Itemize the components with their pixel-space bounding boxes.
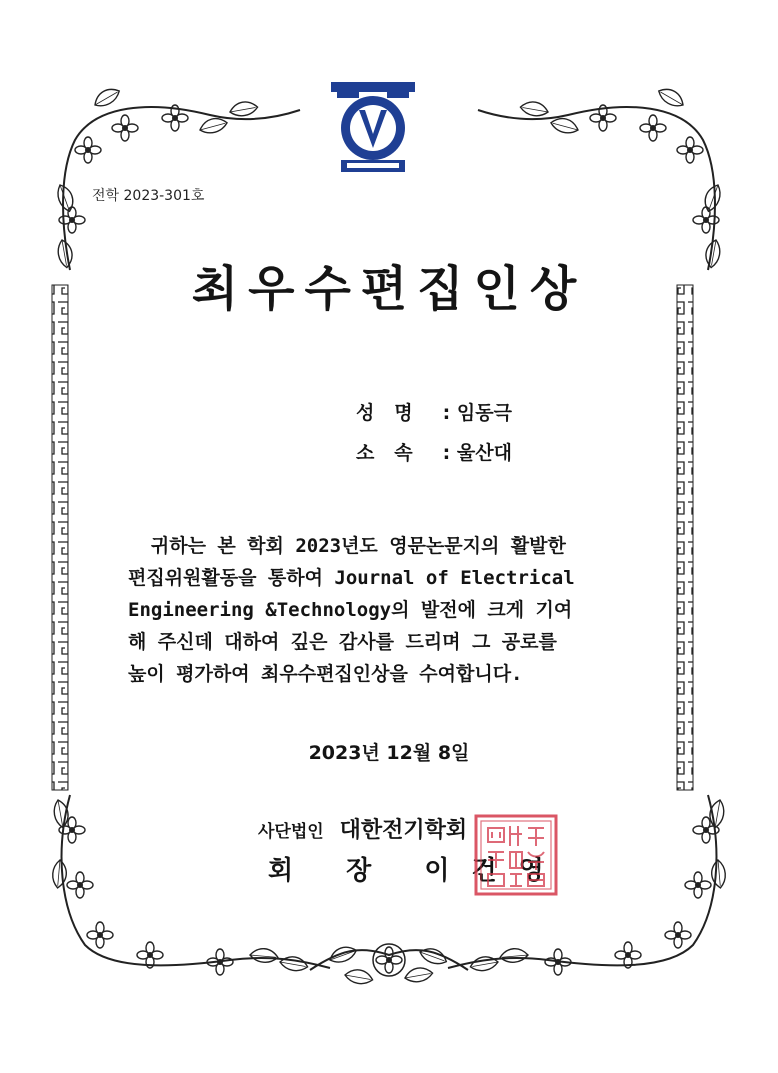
name-label: 성 명 [356,402,413,424]
affiliation-label: 소 속 [356,442,413,464]
recipient-affiliation-row [356,438,512,465]
recipient-affiliation: 울산대 [456,442,512,464]
citation-line: 편집위원활동을 통하여 Journal of Electrical [128,567,575,589]
citation-line: Engineering &Technology의 발전에 크게 기여 [128,599,573,621]
separator: : [442,442,451,464]
citation-text [128,530,633,690]
official-seal-icon [472,812,560,898]
recipient-name: 임동극 [456,402,512,424]
award-date: 2023년 12월 8일 [308,742,470,764]
society-logo-icon [329,80,417,176]
organization-name: 대한전기학회 [339,818,468,843]
president-name: 회 장 이건영 [268,856,566,886]
citation-line: 해 주신데 대하여 깊은 감사를 드리며 그 공로를 [128,631,557,653]
organization-prefix: 사단법인 [258,822,324,842]
citation-line: 높이 평가하여 최우수편집인상을 수여합니다. [128,663,523,685]
citation-line: 귀하는 본 학회 2023년도 영문논문지의 활발한 [128,535,566,557]
separator: : [442,402,451,424]
recipient-name-row [356,398,512,425]
certificate-number: 전학 2023-301호 [92,188,205,204]
organization [258,813,467,844]
certificate-title: 최우수편집인상 [191,261,587,317]
